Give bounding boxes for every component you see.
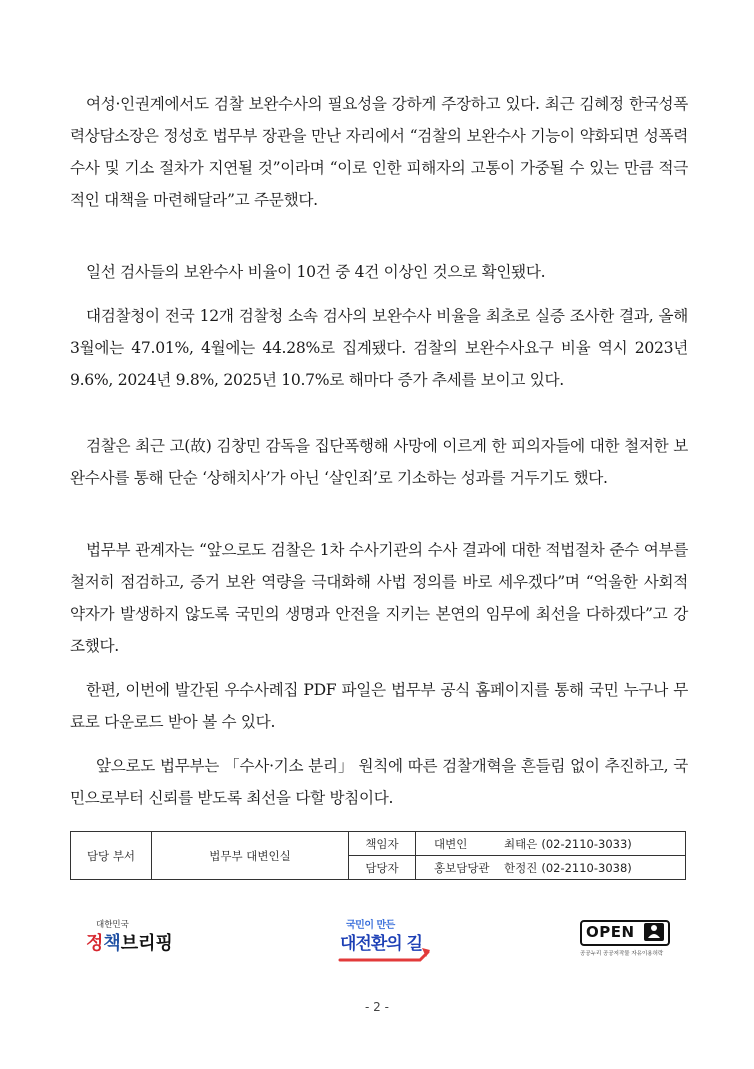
paragraph xyxy=(70,300,688,396)
person-name: 한정진 xyxy=(504,860,538,875)
open-caption: 공공누리 공공저작물 자유이용허락 xyxy=(580,951,664,957)
paragraph-text: 앞으로도 법무부는 「수사·기소 분리」 원칙에 따른 검찰개혁을 흔들림 없이 추진하고, 국민으로부터 신뢰를 받도록 최선을 다할 방침이다. xyxy=(70,757,688,807)
great-transition-logo xyxy=(336,912,436,968)
dept-name: 법무부 대변인실 xyxy=(152,832,349,880)
paragraph xyxy=(70,750,688,814)
phone-number: (02-2110-3033) xyxy=(541,836,632,851)
person-icon xyxy=(644,923,664,941)
paragraph-text: 한편, 이번에 발간된 우수사례집 PDF 파일은 법무부 공식 홈페이지를 통해 국민 누구나 무료로 다운로드 받아 볼 수 있다. xyxy=(70,681,688,731)
role-cell: 담당자 xyxy=(349,856,416,880)
paragraph-text: 검찰은 최근 고(故) 김창민 감독을 집단폭행해 사망에 이르게 한 피의자들에 대한 철저한 보완수사를 통해 단순 ‘상해치사’가 아닌 ‘살인죄’로 기소하는 성과를 거두기도 했다. xyxy=(70,437,689,487)
logo-main-text xyxy=(86,929,173,955)
logo-small-text: 대한민국 xyxy=(96,920,129,930)
paragraph xyxy=(70,430,688,494)
contact-table xyxy=(70,831,686,880)
logo-char: 정 xyxy=(86,933,104,954)
paragraph-text: 일선 검사들의 보완수사 비율이 10건 중 4건 이상인 것으로 확인됐다. xyxy=(86,263,546,281)
paragraph-text: 법무부 관계자는 “앞으로도 검찰은 1차 수사기관의 수사 결과에 대한 적법절차 준수 여부를 철저히 점검하고, 증거 보완 역량을 극대화해 사법 정의를 바로 세우겠다”며 “억울한 사회적 약자가 발생하지 않도록 국민의 생명과 안전을 지키는 본연의 임무에 최선을 다하겠다”고 강조했다. xyxy=(70,541,688,655)
policy-briefing-logo xyxy=(86,918,184,962)
paragraph-text: 대검찰청이 전국 12개 검찰청 소속 검사의 보완수사 비율을 최초로 실증 조사한 결과, 올해 3월에는 47.01%, 4월에는 44.28%로 집계됐다. 검찰의 보완수사요구 비율 역시 2023년 9.6%, 2024년 9.8%, 2025년 10.7%로 해마다 증가 추세를 보이고 있다. xyxy=(70,307,688,389)
paragraph xyxy=(70,674,688,738)
paragraph xyxy=(70,534,688,662)
logo-top-text: 국민이 만든 xyxy=(346,920,395,931)
page-number: - 2 - xyxy=(365,1000,389,1014)
logo-char: 책 xyxy=(103,933,121,954)
logo-char: 브리핑 xyxy=(120,933,173,954)
role-cell: 책임자 xyxy=(349,832,416,856)
table-row xyxy=(71,832,686,856)
dept-label: 담당 부서 xyxy=(71,832,152,880)
person-name: 최태은 xyxy=(504,836,538,851)
team-name: 대변인 xyxy=(434,836,468,851)
paragraph-text: 여성·인권계에서도 검찰 보완수사의 필요성을 강하게 주장하고 있다. 최근 김혜정 한국성폭력상담소장은 정성호 법무부 장관을 만난 자리에서 “검찰의 보완수사 기능이 약화되면 성폭력 수사 및 기소 절차가 지연될 것”이라며 “이로 인한 피해자의 고통이 가중될 수 있는 만큼 적극적인 대책을 마련해달라”고 주문했다. xyxy=(70,95,688,209)
paragraph xyxy=(70,256,688,288)
person-cell xyxy=(416,856,686,880)
kogl-open-badge xyxy=(580,920,672,960)
open-text: OPEN xyxy=(586,923,635,941)
phone-number: (02-2110-3038) xyxy=(541,860,632,875)
logo-main-text: 대전환의 길 xyxy=(340,934,423,954)
team-name: 홍보담당관 xyxy=(434,860,490,875)
paragraph xyxy=(70,88,688,216)
person-cell xyxy=(416,832,686,856)
